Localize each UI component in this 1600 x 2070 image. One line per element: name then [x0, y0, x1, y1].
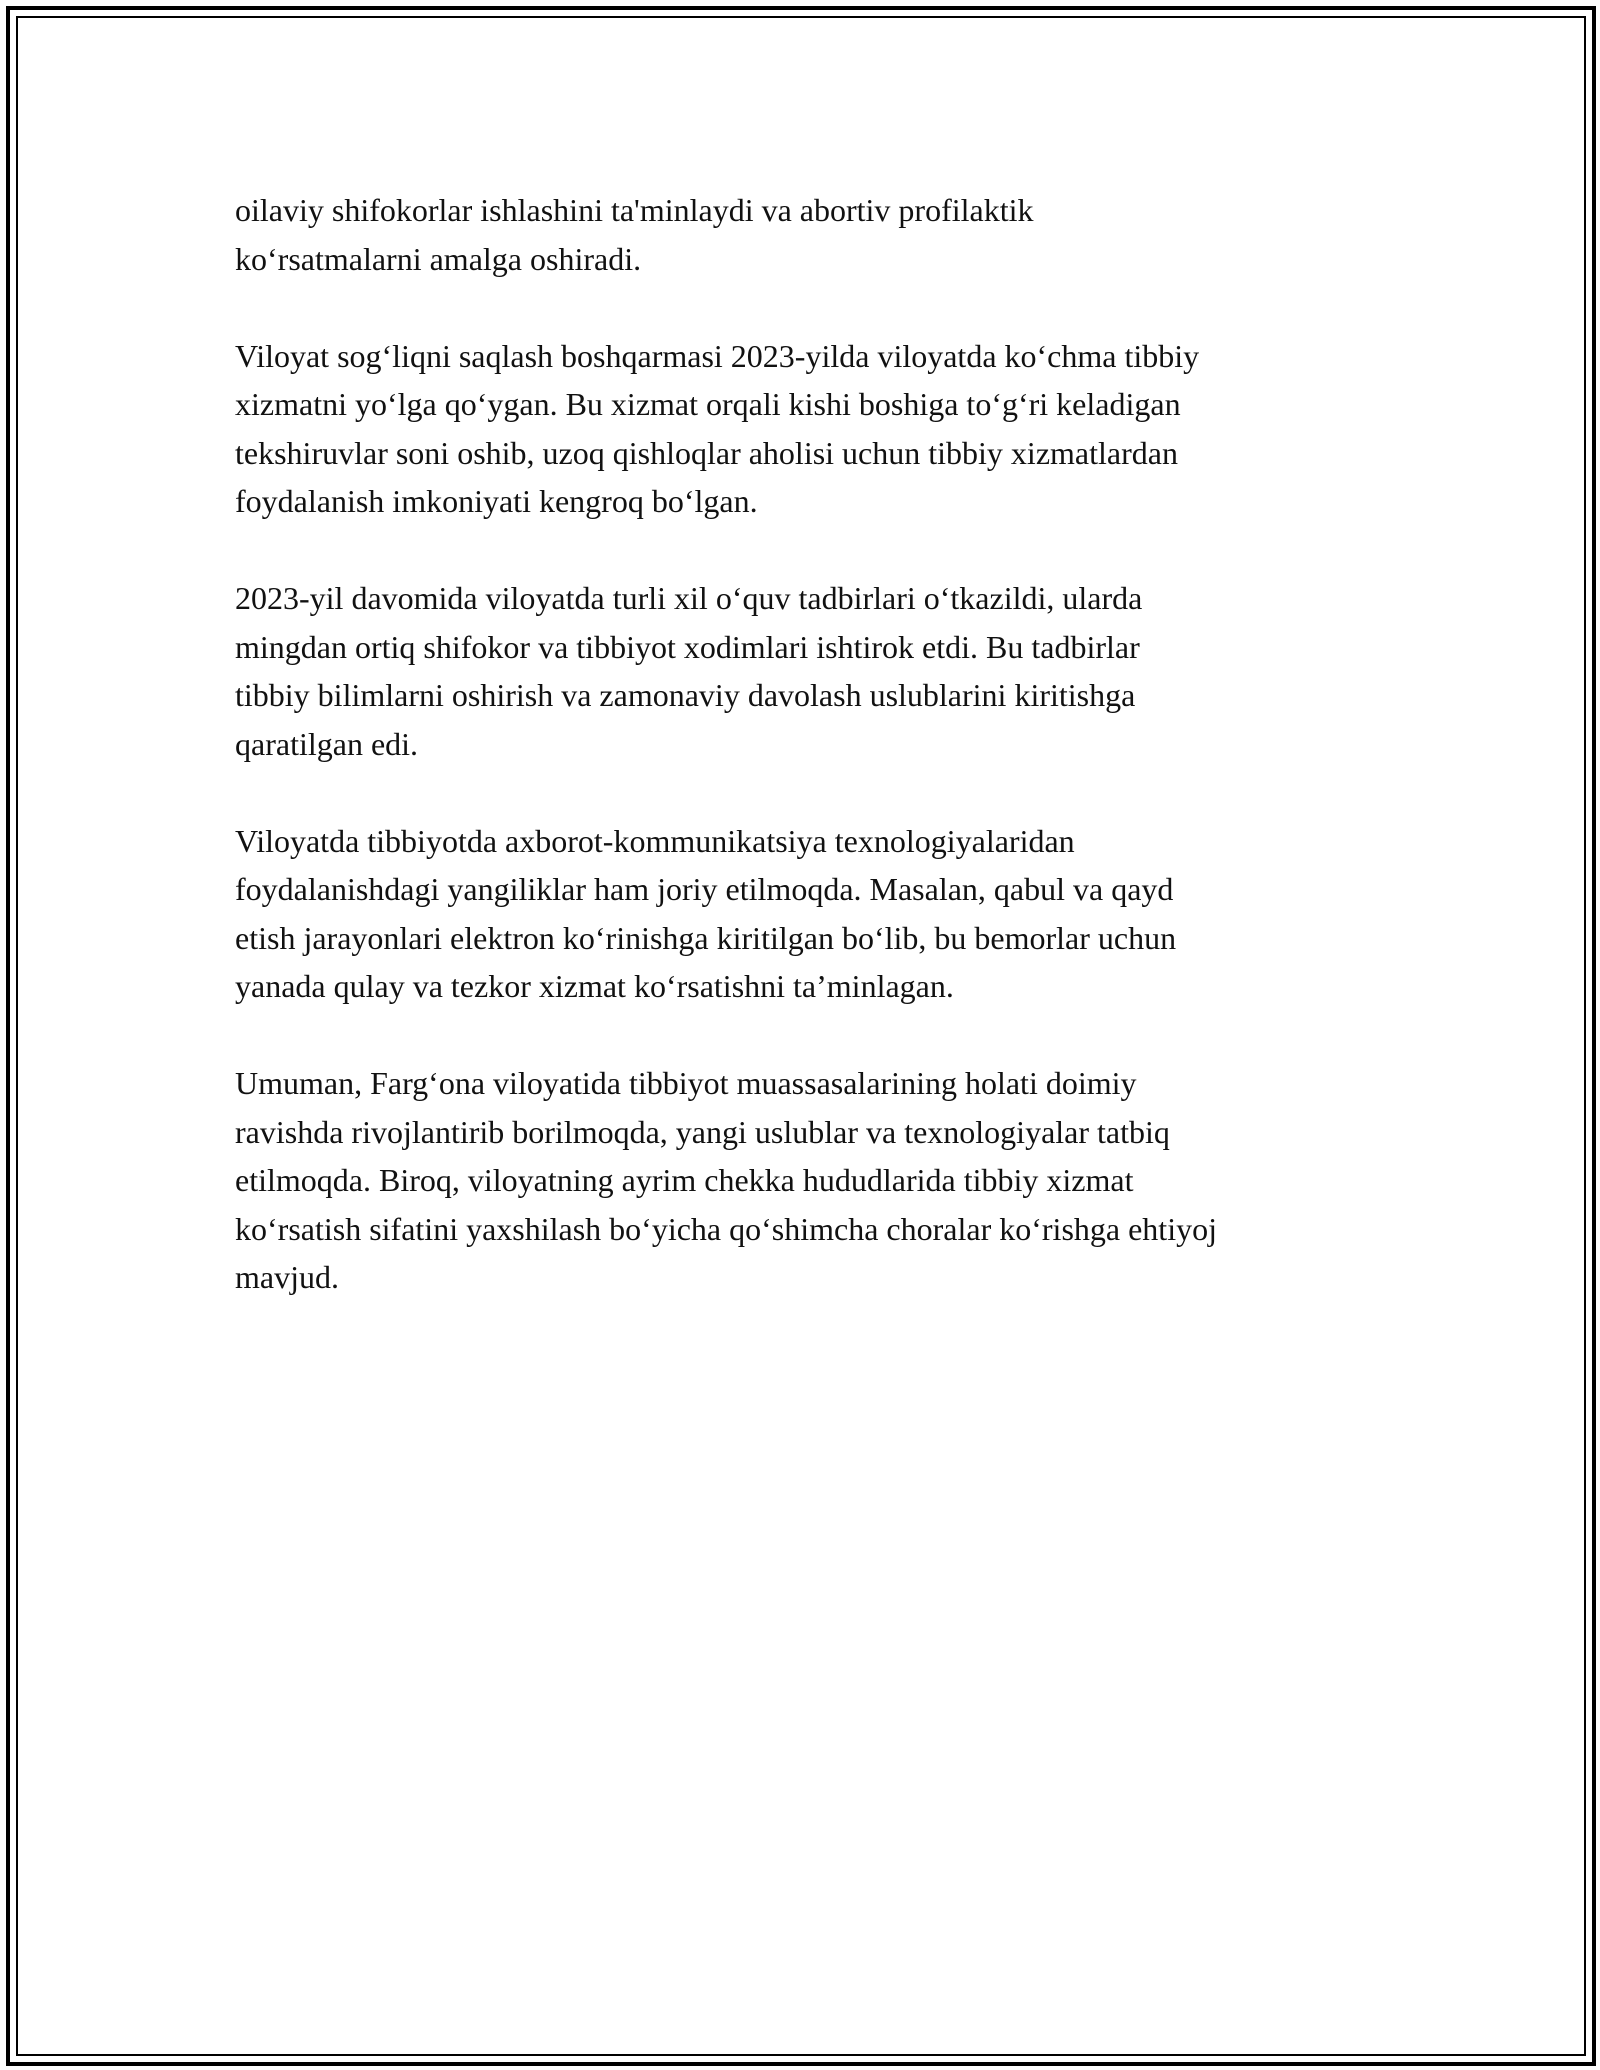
text-line: etilmoqda. Biroq, viloyatning ayrim chekka hududlarida tibbiy xizmat	[235, 1162, 1134, 1198]
text-line: oilaviy shifokorlar ishlashini ta'minlaydi va abortiv profilaktik	[235, 192, 1034, 228]
text-line: etish jarayonlari elektron ko‘rinishga kiritilgan bo‘lib, bu bemorlar uchun	[235, 919, 1177, 956]
text-line: mavjud.	[235, 1259, 339, 1295]
paragraph-1	[235, 186, 1370, 283]
text-line: Viloyatda tibbiyotda axborot-kommunikatsiya texnologiyalaridan	[235, 822, 1075, 859]
text-line: yanada qulay va tezkor xizmat ko‘rsatishni ta’minlagan.	[235, 968, 954, 1004]
text-line: Viloyat sog‘liqni saqlash boshqarmasi 2023-yilda viloyatda ko‘chma tibbiy	[235, 337, 1200, 374]
text-line: qaratilgan edi.	[235, 725, 419, 762]
text-line: mingdan ortiq shifokor va tibbiyot xodimlari ishtirok etdi. Bu tadbirlar	[235, 628, 1140, 665]
text-line: xizmatni yo‘lga qo‘ygan. Bu xizmat orqali kishi boshiga to‘g‘ri keladigan	[235, 386, 1181, 422]
paragraph-4	[235, 817, 1370, 1011]
paragraph-5	[235, 1059, 1370, 1302]
text-line: 2023-yil davomida viloyatda turli xil o‘quv tadbirlari o‘tkazildi, ularda	[235, 580, 1143, 616]
text-line: tekshiruvlar soni oshib, uzoq qishloqlar aholisi uchun tibbiy xizmatlardan	[235, 434, 1178, 471]
text-line: foydalanishdagi yangiliklar ham joriy etilmoqda. Masalan, qabul va qayd	[235, 871, 1174, 907]
paragraph-3	[235, 574, 1370, 768]
document-body	[235, 186, 1370, 1350]
text-line: ko‘rsatish sifatini yaxshilash bo‘yicha qo‘shimcha choralar ko‘rishga ehtiyoj	[235, 1210, 1217, 1247]
paragraph-2	[235, 332, 1370, 526]
text-line: Umuman, Farg‘ona viloyatida tibbiyot muassasalarining holati doimiy	[235, 1065, 1137, 1101]
text-line: tibbiy bilimlarni oshirish va zamonaviy davolash uslublarini kiritishga	[235, 677, 1136, 713]
text-line: foydalanish imkoniyati kengroq bo‘lgan.	[235, 483, 758, 519]
text-line: ravishda rivojlantirib borilmoqda, yangi uslublar va texnologiyalar tatbiq	[235, 1113, 1170, 1150]
text-line: ko‘rsatmalarni amalga oshiradi.	[235, 240, 642, 277]
